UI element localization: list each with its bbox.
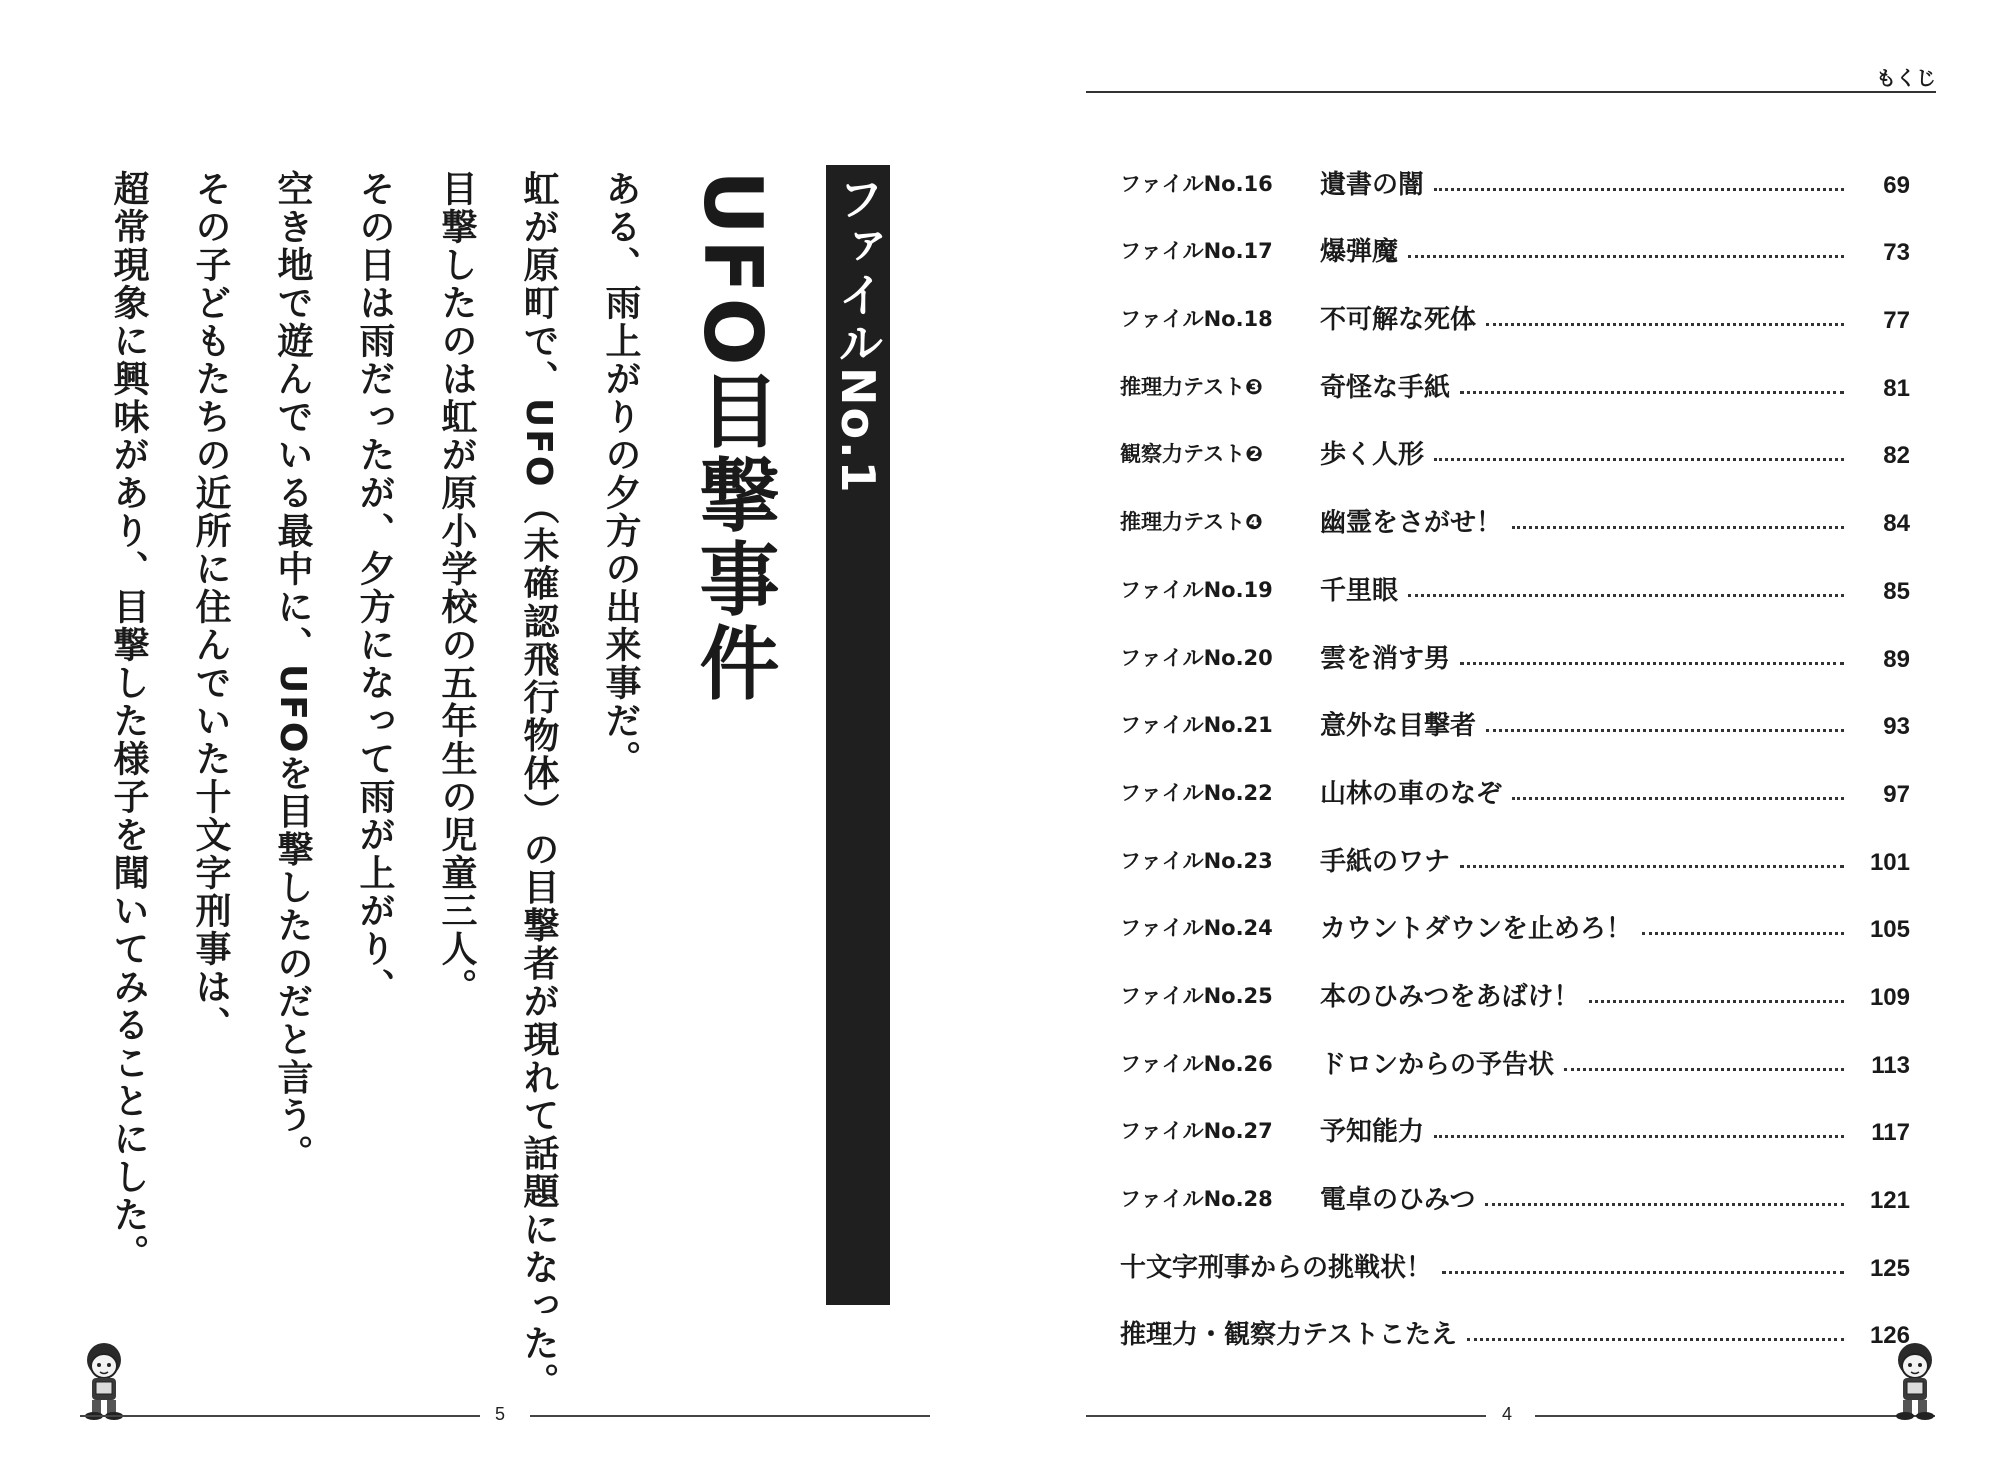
toc-row (1120, 142, 1910, 210)
toc-title-group (1320, 367, 1844, 413)
footer-rule-left (1086, 1415, 1486, 1417)
toc-leader-dots (1408, 255, 1844, 258)
toc-title-group (1320, 231, 1844, 277)
page-number: 4 (1502, 1404, 1513, 1424)
toc-page-number: 81 (1883, 374, 1910, 402)
toc-title: ドロンからの予告状 (1320, 1049, 1555, 1080)
toc-page-number: 73 (1883, 239, 1910, 267)
toc-title: 十文字刑事からの挑戦状！ (1120, 1252, 1433, 1283)
story-line-6: その子どもたちの近所に住んでいた十文字刑事は、 (190, 170, 231, 1044)
toc-file-label: 推理力テスト❸ (1120, 374, 1263, 399)
toc-page-number: 97 (1883, 780, 1910, 808)
toc-title: 電卓のひみつ (1320, 1185, 1476, 1215)
toc-file-label: ファイルNo.22 (1120, 780, 1273, 805)
toc-page-number: 113 (1871, 1051, 1910, 1079)
toc-page-number: 77 (1883, 307, 1910, 335)
toc-file-label: ファイルNo.27 (1120, 1119, 1273, 1144)
toc-leader-dots (1408, 594, 1844, 597)
file-number-label: ファイルNo.1 (826, 165, 890, 1305)
toc-page-number: 69 (1883, 171, 1910, 199)
toc-row (1120, 1157, 1910, 1225)
toc-row (1120, 480, 1910, 548)
toc-file-label: ファイルNo.18 (1120, 307, 1273, 332)
toc-title: 予知能力 (1320, 1117, 1425, 1148)
toc-page-number: 89 (1883, 645, 1910, 673)
footer-rule-right (1535, 1415, 1935, 1417)
toc-file-label: 推理力テスト❹ (1120, 510, 1263, 535)
toc-title-group (1320, 502, 1844, 548)
toc-leader-dots (1512, 797, 1844, 800)
footer-rule-left (80, 1415, 480, 1417)
toc-title-group (1320, 773, 1844, 819)
toc-leader-dots (1642, 932, 1844, 935)
toc-leader-dots (1434, 1135, 1844, 1138)
toc-row (1120, 413, 1910, 481)
toc-title: 不可解な死体 (1320, 305, 1477, 336)
toc-row (1120, 819, 1910, 887)
toc-leader-dots (1486, 323, 1844, 326)
toc-leader-dots (1564, 1068, 1844, 1071)
mascot-illustration (1885, 1340, 1945, 1420)
toc-leader-dots (1467, 1338, 1844, 1341)
toc-file-label: ファイルNo.20 (1120, 645, 1273, 670)
toc-title-group (1320, 299, 1844, 345)
toc-leader-dots (1442, 1271, 1844, 1274)
toc-leader-dots (1486, 729, 1844, 732)
toc-title-group (1320, 638, 1844, 684)
table-of-contents (1120, 142, 1910, 1360)
toc-leader-dots (1434, 458, 1844, 461)
toc-title: 遺書の闇 (1320, 169, 1425, 200)
toc-row (1120, 277, 1910, 345)
toc-page-number: 109 (1869, 983, 1910, 1011)
toc-file-label: ファイルNo.17 (1120, 239, 1273, 264)
toc-leader-dots (1485, 1203, 1844, 1206)
toc-file-label: ファイルNo.16 (1120, 171, 1273, 196)
toc-row (1120, 887, 1910, 955)
toc-row (1120, 210, 1910, 278)
toc-row (1120, 954, 1910, 1022)
toc-title-group (1320, 976, 1844, 1022)
toc-file-label: ファイルNo.24 (1120, 916, 1273, 941)
toc-leader-dots (1589, 1000, 1844, 1003)
toc-file-label: ファイルNo.28 (1120, 1187, 1273, 1211)
toc-title-group (1320, 908, 1844, 954)
story-line-3: 目撃したのは虹が原小学校の五年生の児童三人。 (436, 170, 477, 1006)
footer-rule-right (530, 1415, 930, 1417)
toc-row (1120, 1022, 1910, 1090)
toc-row (1120, 1225, 1910, 1293)
toc-title-group (1320, 164, 1844, 210)
toc-title-group (1320, 570, 1844, 616)
toc-row (1120, 345, 1910, 413)
toc-file-label: ファイルNo.25 (1120, 983, 1273, 1008)
header-rule (1086, 91, 1936, 93)
toc-leader-dots (1512, 526, 1844, 529)
toc-title: 爆弾魔 (1320, 237, 1399, 268)
toc-page-number: 117 (1871, 1119, 1910, 1147)
toc-leader-dots (1460, 662, 1844, 665)
toc-title: 奇怪な手紙 (1320, 372, 1451, 403)
toc-file-label: ファイルNo.26 (1120, 1051, 1273, 1076)
toc-file-label: ファイルNo.23 (1120, 848, 1273, 873)
story-line-1: ある、雨上がりの夕方の出来事だ。 (600, 170, 641, 778)
toc-file-label: ファイルNo.19 (1120, 577, 1273, 602)
toc-page-number: 126 (1869, 1322, 1910, 1350)
toc-title-group (1320, 1111, 1844, 1157)
story-line-5: 空き地で遊んでいる最中に、UFOを目撃したのだと言う。 (272, 170, 313, 1173)
toc-leader-dots (1460, 865, 1844, 868)
toc-leader-dots (1460, 391, 1844, 394)
toc-title: 雲を消す男 (1320, 643, 1451, 674)
mascot-illustration (74, 1340, 134, 1420)
toc-title: 山林の車のなぞ (1320, 778, 1503, 809)
toc-row (1120, 548, 1910, 616)
toc-title: 千里眼 (1320, 575, 1399, 606)
toc-row (1120, 1090, 1910, 1158)
story-line-7: 超常現象に興味があり、目撃した様子を聞いてみることにした。 (108, 170, 149, 1272)
toc-title: 歩く人形 (1320, 440, 1425, 471)
toc-row (1120, 1293, 1910, 1361)
toc-title-group (1320, 841, 1844, 887)
toc-title: 本のひみつをあばけ！ (1320, 981, 1580, 1012)
toc-page-number: 125 (1869, 1254, 1910, 1282)
toc-page-number: 105 (1869, 916, 1910, 944)
toc-title-group (1120, 1247, 1844, 1293)
toc-page-number: 93 (1883, 713, 1910, 741)
story-line-2: 虹が原町で、UFO（未確認飛行物体）の目撃者が現れて話題になった。 (518, 170, 559, 1401)
toc-title: 手紙のワナ (1320, 846, 1451, 877)
toc-title: 推理力・観察力テストこたえ (1120, 1320, 1457, 1351)
toc-page-number: 82 (1883, 442, 1910, 470)
contents-header: もくじ (1876, 66, 1936, 90)
toc-title: カウントダウンを止めろ！ (1320, 914, 1633, 945)
toc-page-number: 121 (1869, 1187, 1910, 1214)
toc-row (1120, 684, 1910, 752)
toc-title-group (1320, 705, 1844, 751)
contents-page (1000, 0, 2000, 1465)
toc-file-label: 観察力テスト❷ (1120, 442, 1263, 467)
page-number: 5 (495, 1404, 506, 1424)
toc-title-group (1320, 1179, 1844, 1225)
toc-page-number: 101 (1869, 848, 1910, 876)
story-title: UFO目撃事件 (686, 170, 779, 706)
toc-page-number: 84 (1883, 510, 1910, 538)
toc-title-group (1120, 1314, 1844, 1360)
toc-row (1120, 751, 1910, 819)
toc-row (1120, 616, 1910, 684)
toc-title: 意外な目撃者 (1320, 711, 1477, 742)
toc-title-group (1320, 1044, 1844, 1090)
toc-page-number: 85 (1883, 577, 1910, 605)
toc-file-label: ファイルNo.21 (1120, 713, 1273, 738)
story-line-4: その日は雨だったが、夕方になって雨が上がり、 (354, 170, 395, 1006)
toc-title: 幽霊をさがせ！ (1320, 508, 1503, 539)
toc-leader-dots (1434, 188, 1844, 191)
toc-title-group (1320, 434, 1844, 480)
